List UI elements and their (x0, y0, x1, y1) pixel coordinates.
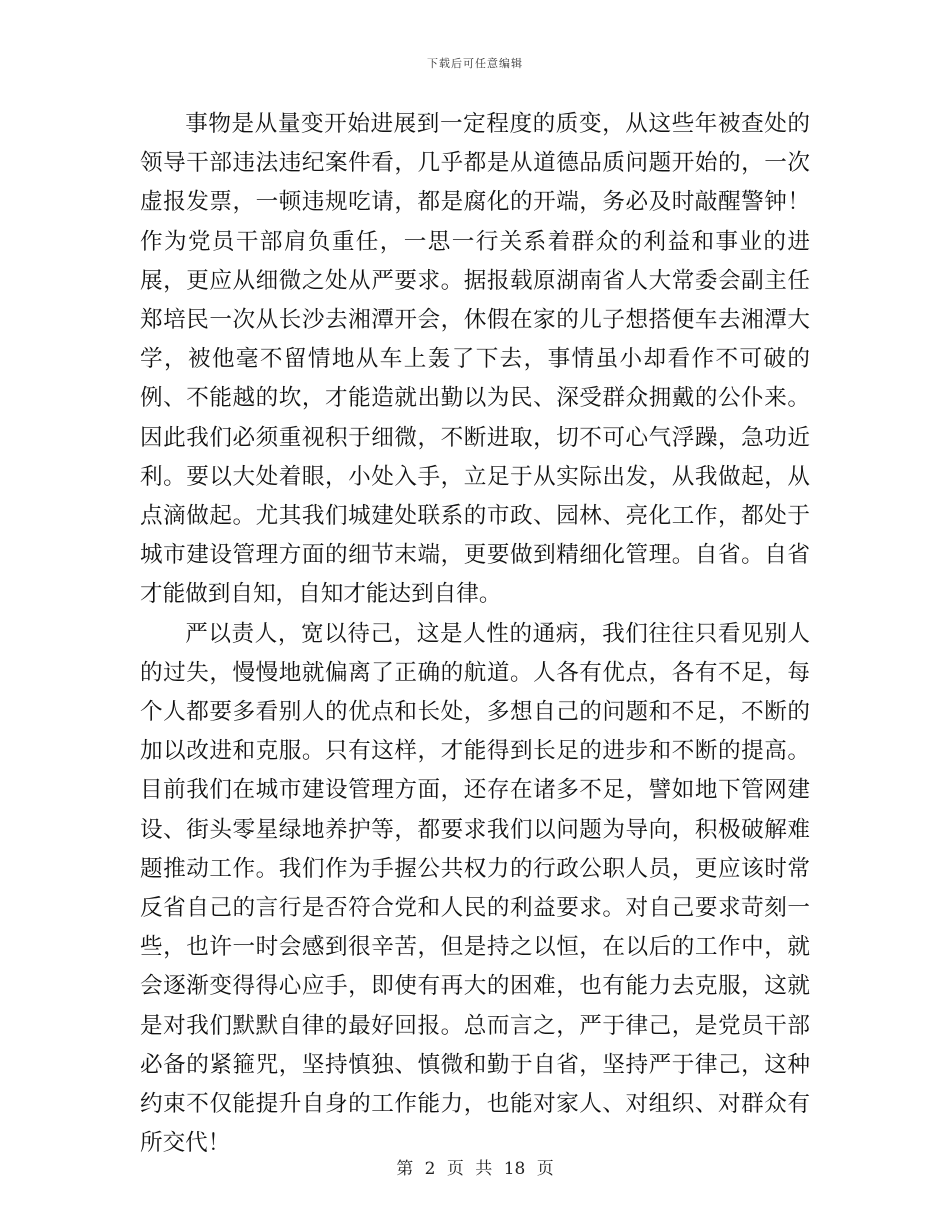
paragraph-1: 事物是从量变开始进展到一定程度的质变，从这些年被查处的领导干部违法违纪案件看，几乎都是从道德品质问题开始的，一次虚报发票，一顿违规吃请，都是腐化的开端，务必及时敲醒警钟！作为党员干部肩负重任，一思一行关系着群众的利益和事业的进展，更应从细微之处从严要求。据报载原湖南省人大常委会副主任郑培民一次从长沙去湘潭开会，休假在家的儿子想搭便车去湘潭大学，被他毫不留情地从车上轰了下去，事情虽小却看作不可破的例、不能越的坎，才能造就出勤以为民、深受群众拥戴的公仆来。因此我们必须重视积于细微，不断进取，切不可心气浮躁，急功近利。要以大处着眼，小处入手，立足于从实际出发，从我做起，从点滴做起。尤其我们城建处联系的市政、园林、亮化工作，都处于城市建设管理方面的细节末端，更要做到精细化管理。自省。自省才能做到自知，自知才能达到自律。 (140, 111, 810, 608)
page-number-footer: 第 2 页 共 18 页 (396, 1159, 554, 1179)
paragraph-2: 严以责人，宽以待己，这是人性的通病，我们往往只看见别人的过失，慢慢地就偏离了正确的航道。人各有优点，各有不足，每个人都要多看别人的优点和长处，多想自己的问题和不足，不断的加以改进和克服。只有这样，才能得到长足的进步和不断的提高。目前我们在城市建设管理方面，还存在诸多不足，譬如地下管网建设、街头零星绿地养护等，都要求我们以问题为导向，积极破解难题推动工作。我们作为手握公共权力的行政公职人员，更应该时常反省自己的言行是否符合党和人民的利益要求。对自己要求苛刻一些，也许一时会感到很辛苦，但是持之以恒，在以后的工作中，就会逐渐变得得心应手，即使有再大的困难，也有能力去克服，这就是对我们默默自律的最好回报。总而言之，严于律己，是党员干部必备的紧箍咒，坚持慎独、慎微和勤于自省，坚持严于律己，这种约束不仅能提升自身的工作能力，也能对家人、对组织、对群众有所交代！ (140, 620, 810, 1157)
document-body (140, 105, 810, 1163)
page-header: 下载后可任意编辑 (427, 57, 523, 70)
